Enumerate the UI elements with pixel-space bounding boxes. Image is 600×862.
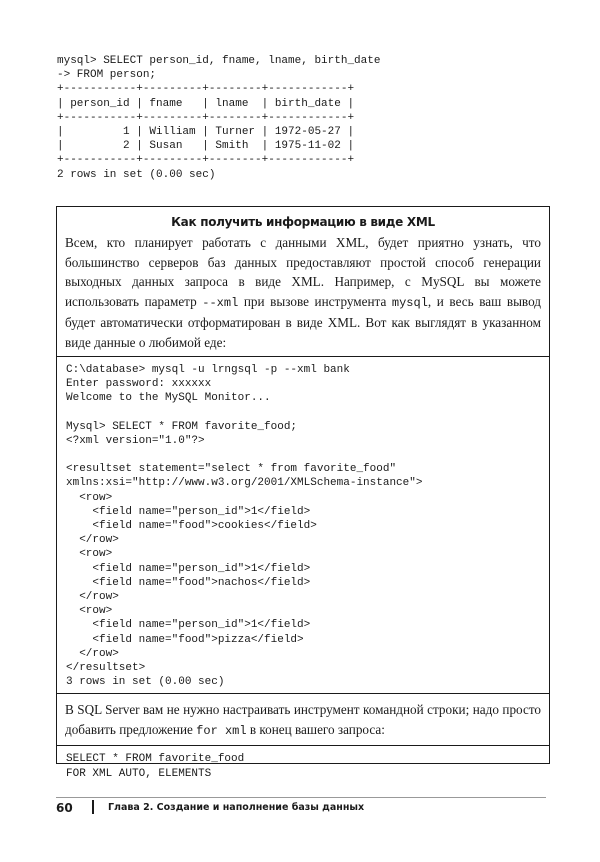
para1-text-3: , и весь ваш вывод будет автоматически отформатирован в виде XML. Вот как выглядят в указанном виде данные о любимой еде:	[65, 293, 541, 350]
xml-sidebar-box	[56, 206, 550, 780]
mysql-tool-code: mysql	[391, 295, 428, 310]
para1-text-2: при вызове инструмента	[238, 293, 392, 309]
footer-rule	[56, 797, 546, 798]
sidebar-title: Как получить информацию в виде XML	[171, 215, 435, 229]
sidebar-paragraph-sqlserver	[65, 700, 541, 741]
para2-text-2: в конец вашего запроса:	[246, 721, 385, 737]
page-number: 60	[56, 801, 73, 815]
xml-option-code: --xml	[202, 295, 239, 310]
chapter-title: Глава 2. Создание и наполнение базы данных	[108, 802, 365, 813]
person-query-listing: mysql> SELECT person_id, fname, lname, birth_date -> FROM person; +-----------+---------+--------+------------+ | person_id | fname | lname | birth_date | +-----------+---------+--------+------------+ | 1 | William | Turner | 1972-05-27 | | 2 | Susan | Smith | 1975-11-02 | +-----------+---------+--------+------------+ 2 rows in set (0.00 sec)	[57, 55, 381, 181]
divider	[57, 356, 549, 357]
for-xml-code: for xml	[196, 723, 247, 738]
sqlserver-query-listing: SELECT * FROM favorite_food FOR XML AUTO, ELEMENTS	[66, 753, 245, 780]
divider	[57, 693, 549, 694]
divider	[57, 745, 549, 746]
para2-text-1: В SQL Server вам не нужно настраивать инструмент командной строки; надо просто добавить предложение	[65, 702, 541, 737]
page-footer	[56, 797, 550, 815]
footer-separator	[92, 800, 94, 814]
para1-text-1: Всем, кто планирует работать с данными XML, будет приятно узнать, что большинство серверов баз данных предоставляют простой способ генерации выходных данных запроса в виде XML. Например, с MySQL вы можете использовать параметр	[65, 235, 541, 309]
mysql-login-listing: C:\database> mysql -u lrngsql -p --xml bank Enter password: xxxxxx Welcome to the MySQL Monitor...	[66, 364, 350, 405]
xml-output-listing: Mysql> SELECT * FROM favorite_food; <?xml version="1.0"?> <resultset statement="select * from favorite_food" xmlns:xsi="http://www.w3.org/2001/XMLSchema-instance"> <row> <field name="person_id">1</field> <field name="food">cookies</field> </row> <row> <field name="person_id">1</field> <field name="food">nachos</field> </row> <row> <field name="person_id">1</field> <field name="food">pizza</field> </row> </resultset> 3 rows in set (0.00 sec)	[66, 420, 423, 689]
sidebar-paragraph-mysql	[65, 233, 541, 352]
